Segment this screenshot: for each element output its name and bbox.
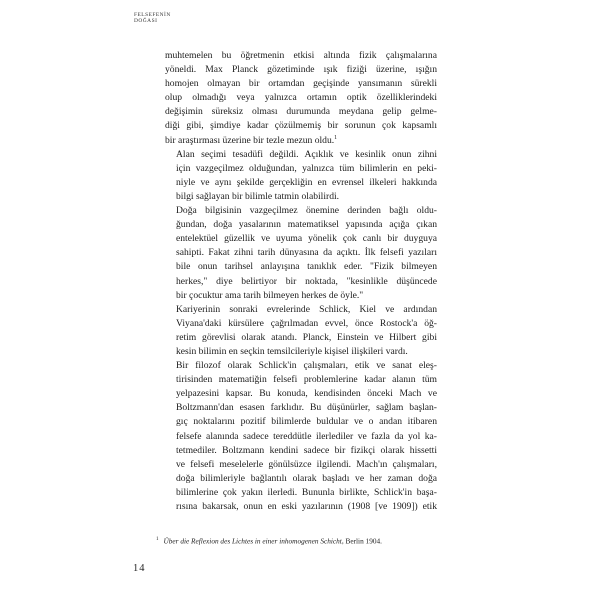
text-line: retim görevlisi olarak atandı. Planck, Einstein ve Hilbert gibi xyxy=(176,331,437,343)
text-line-content: bir araştırması üzerine bir tezle mezun oldu. xyxy=(165,134,335,146)
text-line: bile onun tarihsel anlayışına tanıklık eder. "Fizik bilmeyen xyxy=(176,261,437,273)
paragraph-5 xyxy=(165,359,437,514)
text-line: Kariyerinin sonraki evrelerinde Schlick, Kiel ve ardından xyxy=(176,303,437,315)
text-line: tirisinden matematiğin felsefi problemlerine kadar alanın tüm xyxy=(176,374,437,386)
running-head xyxy=(134,12,171,25)
text-line: gıç noktalarını pozitif bilimlerde buldular ve o andan itibaren xyxy=(176,416,437,428)
text-line: entelektüel güzellik ve uyuma yönelik çok canlı bir duyguya xyxy=(176,233,437,245)
text-line-last: kesin bilimin en seçkin temsilcileriyle kişisel ilişkileri vardı. xyxy=(176,345,408,357)
text-line-last: bir çocuktur ama tarih bilmeyen herkes de öyle." xyxy=(176,289,364,301)
footnote xyxy=(156,535,456,545)
running-head-line-1: FELSEFENİN xyxy=(134,12,171,18)
text-line: niyle ve aynı şekilde gerçekliğin en evrensel ilkeleri hakkında xyxy=(176,176,437,188)
text-line: diği gibi, şimdiye kadar çözülmemiş bir sorunun çok kapsamlı xyxy=(165,120,437,132)
text-line: ğundan, doğa yasalarının matematiksel yapısında açığa çıkan xyxy=(176,219,437,231)
text-line-last xyxy=(165,134,437,148)
text-line-last: bilgi sağlayan bir bilimle tatmin olabilirdi. xyxy=(176,190,340,202)
text-line: değişimin süreksiz olması durumunda meydana gelip gelme- xyxy=(165,106,437,118)
text-line: sahipti. Fakat zihni tarih dünyasına da açıktı. İlk felsefi yazıları xyxy=(176,247,437,259)
footnote-title: Über die Reflexion des Lichtes in einer inhomogenen Schicht xyxy=(163,536,342,546)
text-line: homojen olmayan bir ortamdan geçişinde yansımanın sürekli xyxy=(165,78,437,90)
text-line: ve felsefi meselelerle gönülsüzce ilgilendi. Mach'ın çalışmaları, xyxy=(176,458,437,470)
paragraph-2 xyxy=(165,148,437,204)
text-line: doğa bilimleriyle bağlantılı olarak başladı ve her zaman doğa xyxy=(176,472,437,484)
text-line: muhtemelen bu öğretmenin etkisi altında fizik çalışmalarına xyxy=(165,50,437,61)
footnote-number: 1 xyxy=(156,537,159,542)
text-line: Alan seçimi tesadüfi değildi. Açıklık ve kesinlik onun zihni xyxy=(176,148,437,160)
text-line: Bir filozof olarak Schlick'in çalışmaları, etik ve sanat eleş- xyxy=(176,360,437,372)
text-line: için vazgeçilmez olduğundan, yalnızca tüm bilimlerin en peki- xyxy=(176,162,437,174)
text-line: Boltzmann'dan esasen farklıdır. Bu düşünürler, sağlam başlan- xyxy=(176,402,437,414)
text-line: Doğa bilgisinin vazgeçilmez önemine derinden bağlı oldu- xyxy=(176,205,437,217)
text-line: yelpazesini kapsar. Bu konuda, kendisinden önceki Mach ve xyxy=(176,388,437,400)
running-head-line-2: DOĞASI xyxy=(134,18,158,25)
text-line: tetmediler. Boltzmann kendini sadece bir fizikçi olarak hissetti xyxy=(176,444,437,456)
text-line: felsefe alanında sadece tereddütle ilerlediler ve fazla da yol ka- xyxy=(176,430,437,442)
paragraph-4 xyxy=(165,303,437,359)
text-line: yöneldi. Max Planck gözetiminde ışık fiziği üzerine, ışığın xyxy=(165,64,437,76)
body-text xyxy=(165,49,437,514)
paragraph-1 xyxy=(165,49,437,148)
page-number: 14 xyxy=(133,563,146,574)
paragraph-3 xyxy=(165,204,437,303)
text-line: herkes," diye belirtiyor bir noktada, "kesinlikle düşüncede xyxy=(176,275,437,287)
text-line: Viyana'daki kürsülere çağrılmadan evvel, önce Rostock'a öğ- xyxy=(176,317,437,329)
text-line: rısına bakarsak, onun en eski yazılarının (1908 [ve 1909]) etik xyxy=(176,501,437,512)
text-line: bilimlerine çok yakın ilerledi. Bununla birlikte, Schlick'in başa- xyxy=(176,486,437,498)
footnote-marker: 1 xyxy=(334,134,338,141)
footnote-rest: , Berlin 1904. xyxy=(341,536,382,546)
text-line: olup olmadığı veya yalnızca ortamın optik özelliklerindeki xyxy=(165,92,437,104)
